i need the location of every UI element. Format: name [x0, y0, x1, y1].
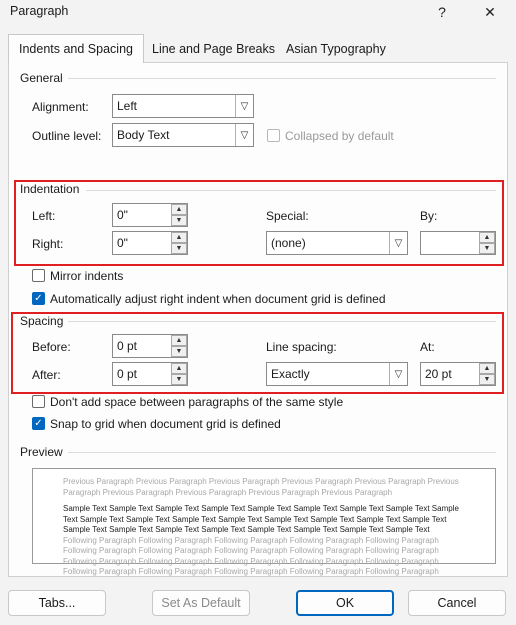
tab-asian-typography[interactable]: Asian Typography: [286, 42, 386, 56]
right-indent-label: Right:: [32, 237, 64, 251]
alignment-label: Alignment:: [32, 100, 89, 114]
spin-up-icon[interactable]: ▲: [171, 335, 187, 346]
ok-button[interactable]: OK: [296, 590, 394, 616]
dont-add-space-label: Don't add space between paragraphs of the same style: [50, 395, 344, 409]
spin-down-icon[interactable]: ▼: [479, 374, 495, 385]
spin-up-icon[interactable]: ▲: [479, 232, 495, 243]
help-icon: ?: [438, 4, 446, 20]
dont-add-space-checkbox[interactable]: [32, 395, 45, 408]
at-label: At:: [420, 340, 435, 354]
spin-down-icon[interactable]: ▼: [171, 346, 187, 357]
checkmark-icon: ✓: [34, 293, 43, 304]
preview-divider: [68, 452, 496, 453]
spacing-group-label: Spacing: [20, 314, 64, 328]
cancel-button[interactable]: Cancel: [408, 590, 506, 616]
chevron-down-icon: ▽: [235, 124, 253, 146]
preview-previous-paragraph: Previous Paragraph Previous Paragraph Previous Paragraph Previous Paragraph Previous Paragraph Previous Paragraph Previous Paragraph Previous Paragraph Previous Paragraph Previous Paragraph: [63, 477, 459, 497]
tab-line-and-page-breaks[interactable]: Line and Page Breaks: [152, 42, 276, 56]
indentation-divider: [86, 190, 496, 191]
help-button[interactable]: [424, 0, 460, 24]
special-label: Special:: [266, 209, 309, 223]
spin-down-icon[interactable]: ▼: [479, 243, 495, 254]
preview-following-paragraph: Following Paragraph Following Paragraph Following Paragraph Following Paragraph Following Paragraph Following Paragraph Following Paragraph Following Paragraph Following Paragraph Following Paragraph Following Paragraph Following Paragraph Following Paragraph Following Paragraph Following Paragraph Following Paragraph Following Paragraph Following Paragraph Following Paragraph Following Paragraph: [63, 535, 439, 576]
collapsed-checkbox[interactable]: [267, 129, 280, 142]
spacing-divider: [68, 321, 496, 322]
spin-up-icon[interactable]: ▲: [171, 232, 187, 243]
snap-to-grid-label: Snap to grid when document grid is defined: [50, 417, 281, 431]
mirror-indents-label: Mirror indents: [50, 269, 124, 283]
after-label: After:: [32, 368, 61, 382]
general-divider: [68, 78, 496, 79]
by-spinner[interactable]: [420, 231, 496, 255]
mirror-indents-checkbox[interactable]: [32, 269, 45, 282]
checkmark-icon: ✓: [34, 418, 43, 429]
spin-down-icon[interactable]: ▼: [171, 215, 187, 226]
tabs-button[interactable]: Tabs...: [8, 590, 106, 616]
after-spinner[interactable]: 0 pt ▲ ▼: [112, 362, 188, 386]
before-spinner[interactable]: 0 pt ▲ ▼: [112, 334, 188, 358]
outline-level-label: Outline level:: [32, 129, 102, 143]
by-label: By:: [420, 209, 438, 223]
preview-group-label: Preview: [20, 445, 63, 459]
left-indent-spinner[interactable]: 0" ▲ ▼: [112, 203, 188, 227]
indentation-group-label: Indentation: [20, 182, 80, 196]
at-spinner[interactable]: 20 pt ▲ ▼: [420, 362, 496, 386]
alignment-select[interactable]: Left ▽: [112, 94, 254, 118]
collapsed-label: Collapsed by default: [285, 129, 394, 143]
close-icon: ✕: [484, 3, 496, 20]
special-select[interactable]: (none) ▽: [266, 231, 408, 255]
window-title: Paragraph: [10, 4, 69, 18]
set-as-default-button[interactable]: Set As Default: [152, 590, 250, 616]
tab-indents-and-spacing[interactable]: Indents and Spacing: [8, 34, 144, 63]
line-spacing-label: Line spacing:: [266, 340, 337, 354]
spin-up-icon[interactable]: ▲: [171, 204, 187, 215]
spin-down-icon[interactable]: ▼: [171, 243, 187, 254]
before-label: Before:: [32, 340, 71, 354]
preview-box: [32, 468, 496, 576]
auto-adjust-label: Automatically adjust right indent when document grid is defined: [50, 292, 386, 306]
close-button[interactable]: [472, 0, 508, 24]
chevron-down-icon: ▽: [389, 232, 407, 254]
auto-adjust-checkbox[interactable]: [32, 292, 45, 305]
outline-level-select[interactable]: Body Text ▽: [112, 123, 254, 147]
left-indent-label: Left:: [32, 209, 56, 223]
spin-down-icon[interactable]: ▼: [171, 374, 187, 385]
snap-to-grid-checkbox[interactable]: [32, 417, 45, 430]
line-spacing-select[interactable]: Exactly ▽: [266, 362, 408, 386]
preview-sample-text: Sample Text Sample Text Sample Text Sample Text Sample Text Sample Text Sample Text Sample Text Sample Text Sample Text Sample Text Sample Text Sample Text Sample Text Sample Text Sample Text Sample Text Sample Text Sample Text Sample Text Sample Text Sample Text Sample Text Sample Text Sample Text: [63, 504, 459, 534]
spin-up-icon[interactable]: ▲: [479, 363, 495, 374]
right-indent-spinner[interactable]: 0" ▲ ▼: [112, 231, 188, 255]
spin-up-icon[interactable]: ▲: [171, 363, 187, 374]
chevron-down-icon: ▽: [235, 95, 253, 117]
chevron-down-icon: ▽: [389, 363, 407, 385]
general-group-label: General: [20, 71, 63, 85]
